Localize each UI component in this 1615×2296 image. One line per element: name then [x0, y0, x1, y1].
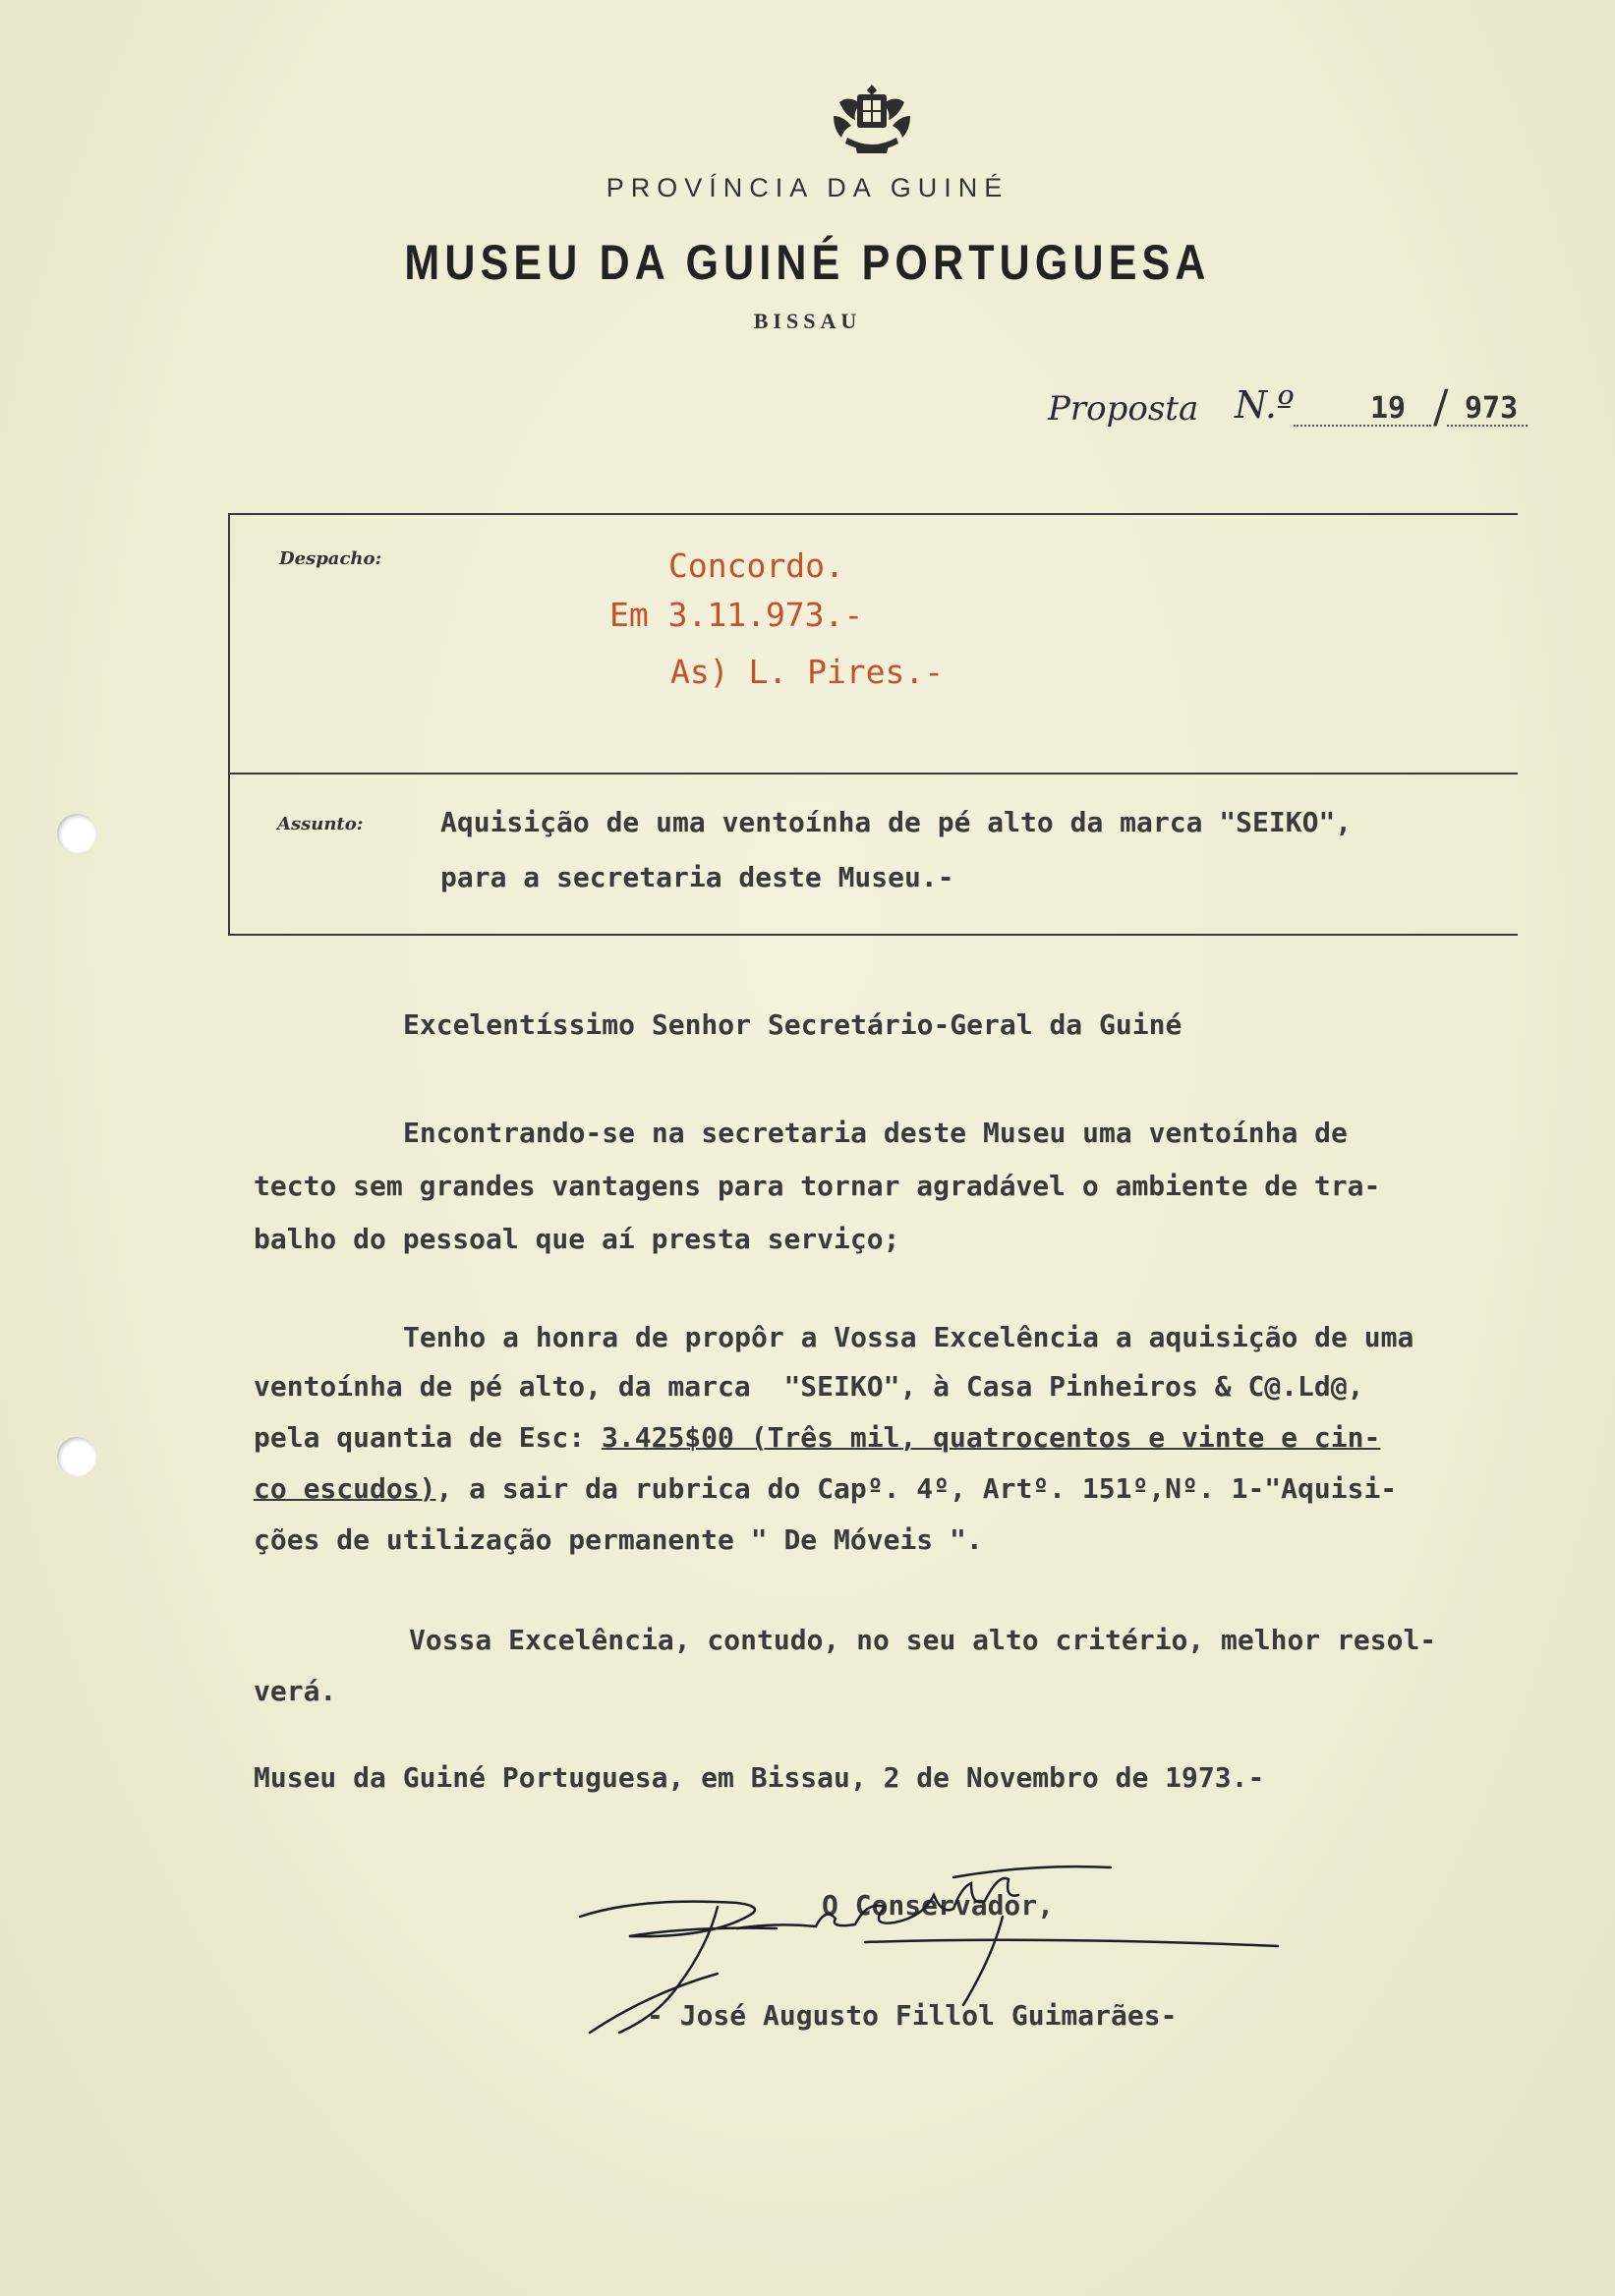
despacho-label: Despacho: — [279, 548, 382, 569]
paragraph-1-line-1: Encontrando-se na secretaria deste Museu uma ventoínha de — [403, 1117, 1348, 1149]
box-left-line — [228, 513, 230, 934]
amount-underlined-part-2: co escudos) — [254, 1472, 436, 1505]
despacho-line-2: Em 3.11.973.- — [609, 596, 864, 634]
paragraph-2-line-1: Tenho a honra de propôr a Vossa Excelência a aquisição de uma — [403, 1321, 1414, 1353]
city-heading: BISSAU — [753, 309, 862, 333]
museum-heading: MUSEU DA GUINÉ PORTUGUESA — [404, 235, 1211, 290]
paragraph-1-line-2: tecto sem grandes vantagens para tornar agradável o ambiente de tra- — [254, 1170, 1381, 1202]
box-bottom-line — [228, 934, 1518, 936]
despacho-line-3: As) L. Pires.- — [670, 653, 945, 691]
paragraph-2-line-2: ventoínha de pé alto, da marca "SEIKO", à Casa Pinheiros & C@.Ld@, — [254, 1370, 1364, 1403]
punch-hole-lower — [57, 1437, 96, 1476]
amount-prefix: pela quantia de Esc: — [254, 1421, 603, 1454]
paragraph-3-line-1: Vossa Excelência, contudo, no seu alto critério, melhor resol- — [409, 1624, 1437, 1656]
proposta-number-dotted-line — [1294, 425, 1431, 427]
proposta-number-value: 19 — [1370, 391, 1407, 426]
paragraph-3-line-2: verá. — [254, 1675, 337, 1707]
proposta-label: Proposta — [1048, 389, 1199, 429]
assunto-line-2: para a secretaria deste Museu.- — [440, 861, 954, 893]
proposta-year-value: 973 — [1465, 391, 1519, 426]
assunto-label: Assunto: — [277, 814, 364, 834]
box-top-line — [228, 513, 1518, 515]
coat-of-arms-icon — [828, 81, 916, 157]
paragraph-2-line-3 — [254, 1421, 1380, 1454]
paragraph-1-line-3: balho do pessoal que aí presta serviço; — [254, 1223, 900, 1255]
signatory-name: - José Augusto Fillol Guimarães- — [647, 1999, 1178, 2032]
paragraph-2-line-4 — [254, 1472, 1397, 1505]
box-middle-line — [228, 773, 1518, 775]
assunto-line-1: Aquisição de uma ventoínha de pé alto da marca "SEIKO", — [440, 806, 1353, 838]
place-and-date: Museu da Guiné Portuguesa, em Bissau, 2 de Novembro de 1973.- — [254, 1761, 1265, 1794]
proposta-slash: / — [1433, 379, 1449, 432]
punch-hole-upper — [57, 814, 96, 853]
closing: O Conservador, — [822, 1889, 1055, 1922]
amount-underlined-part-1: 3.425$00 (Três mil, quatrocentos e vinte e cin- — [602, 1421, 1381, 1454]
proposta-number-label: N.º — [1235, 383, 1295, 427]
province-heading: PROVÍNCIA DA GUINÉ — [606, 173, 1009, 202]
despacho-line-1: Concordo. — [668, 546, 844, 585]
salutation: Excelentíssimo Senhor Secretário-Geral da Guiné — [403, 1008, 1182, 1041]
rubrica-text: , a sair da rubrica do Capº. 4º, Artº. 151º,Nº. 1-"Aquisi- — [435, 1472, 1398, 1505]
paragraph-2-line-5: ções de utilização permanente " De Móveis ". — [254, 1523, 983, 1556]
